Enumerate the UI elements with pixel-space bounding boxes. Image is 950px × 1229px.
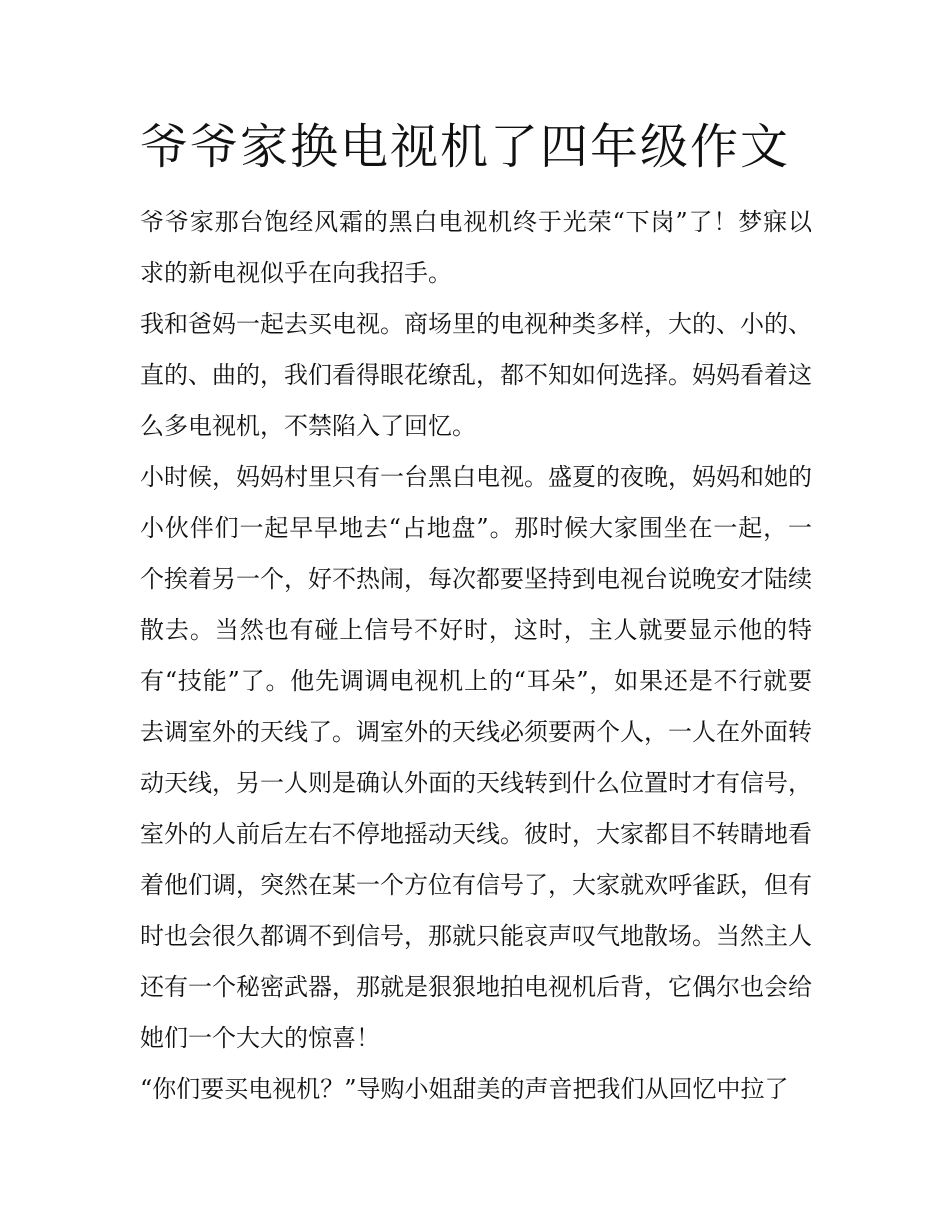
paragraph-3: 小时候，妈妈村里只有一台黑白电视。盛夏的夜晚，妈妈和她的小伙伴们一起早早地去“占地盘”。那时候大家围坐在一起，一个挨着另一个，好不热闹，每次都要坚持到电视台说晚安才陆续散去。当然也有碰上信号不好时，这时，主人就要显示他的特有“技能”了。他先调调电视机上的“耳朵”，如果还是不行就要去调室外的天线了。调室外的天线必须要两个人，一人在外面转动天线，另一人则是确认外面的天线转到什么位置时才有信号，室外的人前后左右不停地摇动天线。彼时，大家都目不转睛地看着他们调，突然在某一个方位有信号了，大家就欢呼雀跃，但有时也会很久都调不到信号，那就只能哀声叹气地散场。当然主人还有一个秘密武器，那就是狠狠地拍电视机后背，它偶尔也会给她们一个大大的惊喜！ (140, 463, 812, 1052)
paragraph-1: 爷爷家那台饱经风霜的黑白电视机终于光荣“下岗”了！梦寐以求的新电视似乎在向我招手。 (140, 208, 812, 287)
document-body (140, 197, 812, 1115)
paragraph-2: 我和爸妈一起去买电视。商场里的电视种类多样，大的、小的、直的、曲的，我们看得眼花缭乱，都不知如何选择。妈妈看着这么多电视机，不禁陷入了回忆。 (140, 310, 812, 440)
document-title: 爷爷家换电视机了四年级作文 (140, 119, 791, 175)
paragraph-4: “你们要买电视机？”导购小姐甜美的声音把我们从回忆中拉了 (140, 1075, 789, 1103)
